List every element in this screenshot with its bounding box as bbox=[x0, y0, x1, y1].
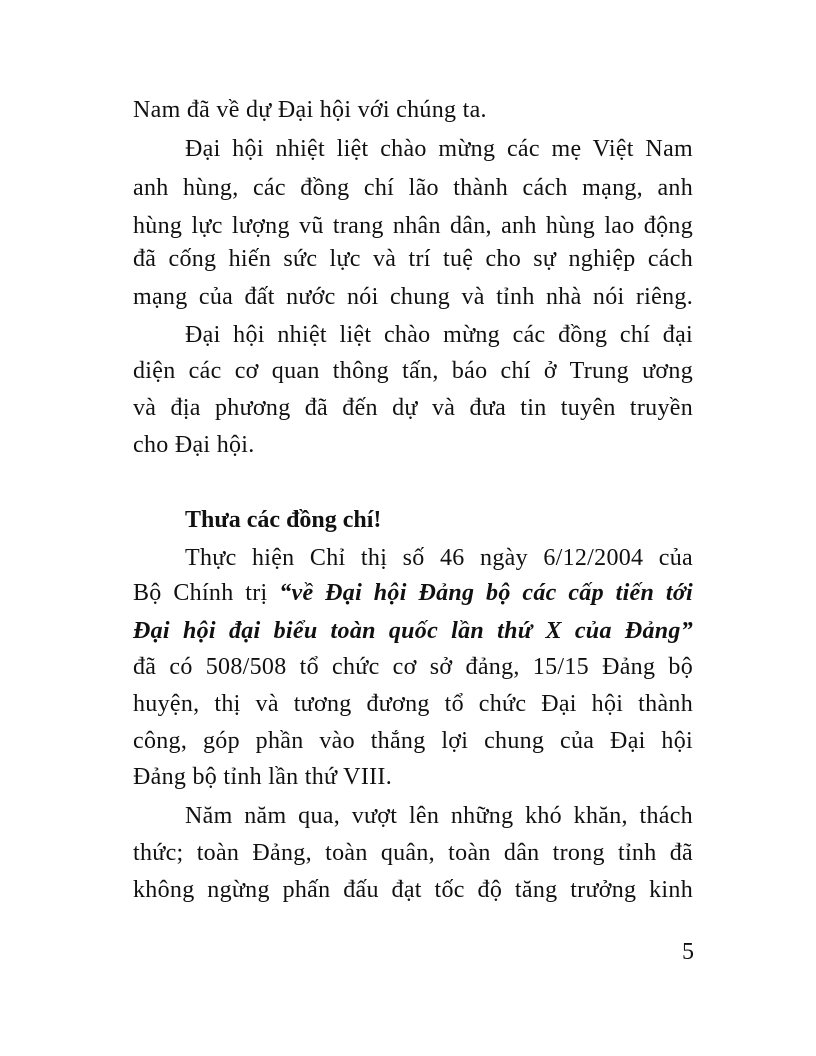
text-line: Đảng bộ tỉnh lần thứ VIII. bbox=[133, 764, 392, 790]
text-line: cho Đại hội. bbox=[133, 432, 255, 458]
text-line: thức; toàn Đảng, toàn quân, toàn dân trong tỉnh đã bbox=[133, 840, 693, 866]
text-line: huyện, thị và tương đương tổ chức Đại hội thành bbox=[133, 691, 693, 717]
text-line: diện các cơ quan thông tấn, báo chí ở Trung ương bbox=[133, 358, 693, 384]
text-line: và địa phương đã đến dự và đưa tin tuyên truyền bbox=[133, 395, 693, 421]
text-line: Nam đã về dự Đại hội với chúng ta. bbox=[133, 97, 487, 123]
text-line: đã có 508/508 tổ chức cơ sở đảng, 15/15 Đảng bộ bbox=[133, 654, 693, 680]
text-line: anh hùng, các đồng chí lão thành cách mạng, anh bbox=[133, 175, 693, 201]
text-line: Thực hiện Chỉ thị số 46 ngày 6/12/2004 của bbox=[185, 545, 693, 571]
text-line: Đại hội nhiệt liệt chào mừng các mẹ Việt Nam bbox=[185, 136, 693, 162]
text-line: công, góp phần vào thắng lợi chung của Đại hội bbox=[133, 728, 693, 754]
quoted-title: “về Đại hội Đảng bộ các cấp tiến tới bbox=[279, 580, 693, 606]
quoted-title: Đại hội đại biểu toàn quốc lần thứ X của Đảng” bbox=[133, 618, 693, 644]
page-number: 5 bbox=[682, 939, 694, 965]
text-line bbox=[133, 578, 693, 608]
text-line: Năm năm qua, vượt lên những khó khăn, thách bbox=[185, 803, 693, 829]
section-heading: Thưa các đồng chí! bbox=[185, 507, 382, 533]
text-line: hùng lực lượng vũ trang nhân dân, anh hùng lao động bbox=[133, 213, 693, 239]
text-segment: Bộ Chính trị bbox=[133, 580, 280, 606]
text-line: đã cống hiến sức lực và trí tuệ cho sự nghiệp cách bbox=[133, 246, 693, 272]
text-line: mạng của đất nước nói chung và tỉnh nhà nói riêng. bbox=[133, 284, 693, 310]
text-line: Đại hội nhiệt liệt chào mừng các đồng chí đại bbox=[185, 322, 693, 348]
text-line: không ngừng phấn đấu đạt tốc độ tăng trưởng kinh bbox=[133, 877, 693, 903]
